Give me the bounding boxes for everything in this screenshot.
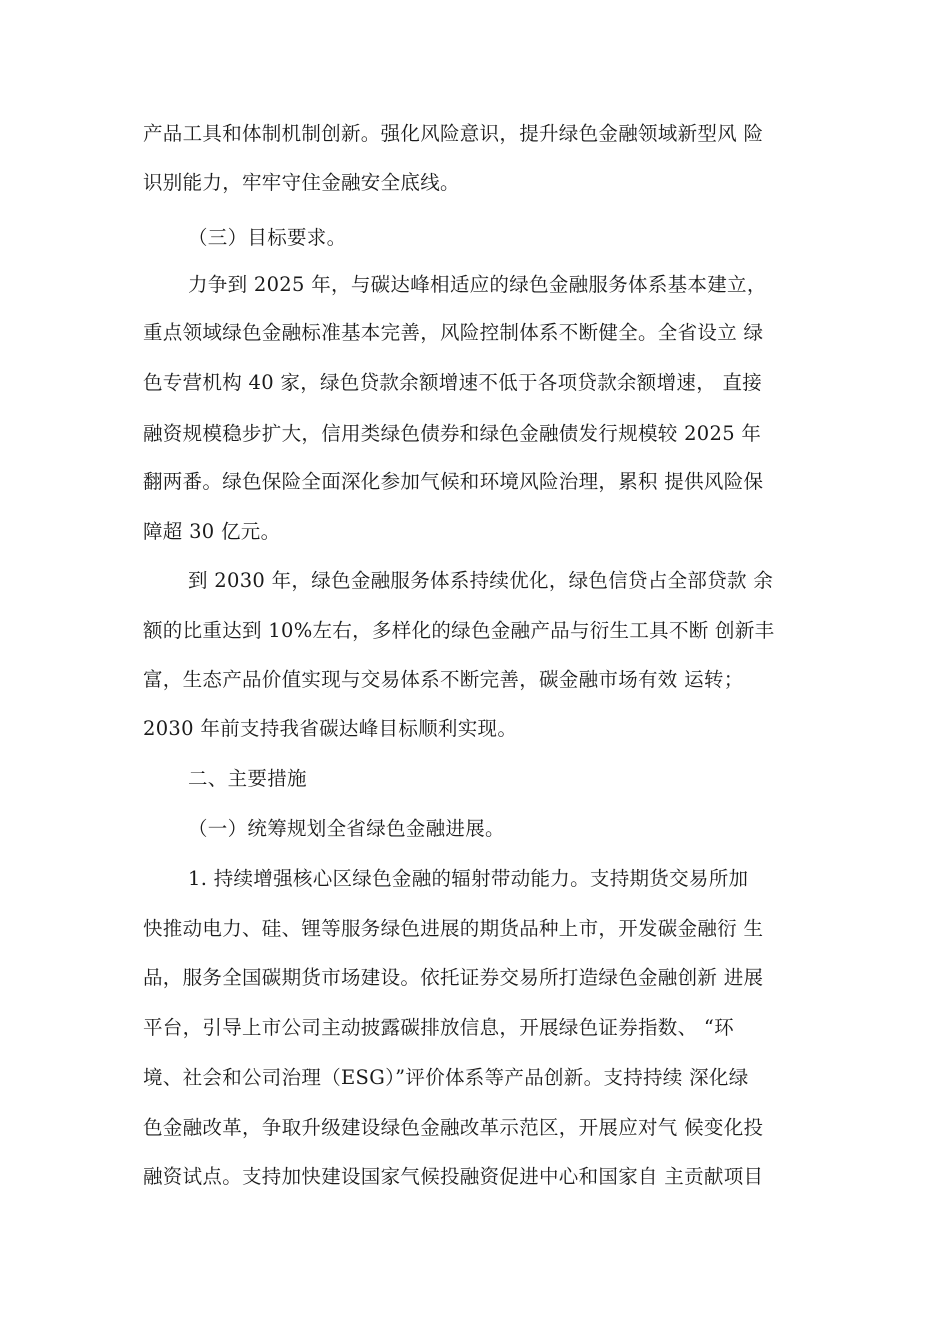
text-line: 翻两番。绿色保险全面深化参加气候和环境风险治理，累积 提供风险保 xyxy=(143,470,764,493)
text-line: 障超 30 亿元。 xyxy=(143,520,281,543)
text-line: 色专营机构 40 家，绿色贷款余额增速不低于各项贷款余额增速， 直接 xyxy=(143,371,763,394)
text-line: 富，生态产品价值实现与交易体系不断完善，碳金融市场有效 运转； xyxy=(143,668,744,691)
text-line: 色金融改革，争取升级建设绿色金融改革示范区，开展应对气 候变化投 xyxy=(143,1116,764,1139)
section-heading: 二、主要措施 xyxy=(188,767,307,790)
text-line: 融资试点。支持加快建设国家气候投融资促进中心和国家自 主贡献项目 xyxy=(143,1165,764,1188)
text-line: 1. 持续增强核心区绿色金融的辐射带动能力。支持期货交易所加 xyxy=(188,867,749,890)
text-line: 重点领域绿色金融标准基本完善，风险控制体系不断健全。全省设立 绿 xyxy=(143,321,764,344)
text-line: 到 2030 年，绿色金融服务体系持续优化，绿色信贷占全部贷款 余 xyxy=(188,569,774,592)
text-line: 品，服务全国碳期货市场建设。依托证券交易所打造绿色金融创新 进展 xyxy=(143,966,764,989)
section-heading: （三）目标要求。 xyxy=(188,226,347,249)
text-line: 产品工具和体制机制创新。强化风险意识，提升绿色金融领域新型风 险 xyxy=(143,122,764,145)
text-line: 额的比重达到 10%左右，多样化的绿色金融产品与衍生工具不断 创新丰 xyxy=(143,619,775,642)
text-line: 平台，引导上市公司主动披露碳排放信息，开展绿色证券指数、 “环 xyxy=(143,1016,734,1039)
text-line: 快推动电力、硅、锂等服务绿色进展的期货品种上市，开发碳金融衍 生 xyxy=(143,917,764,940)
text-line: 融资规模稳步扩大，信用类绿色债券和绿色金融债发行规模较 2025 年 xyxy=(143,422,762,445)
subsection-heading: （一）统筹规划全省绿色金融进展。 xyxy=(188,817,505,840)
text-line: 力争到 2025 年，与碳达峰相适应的绿色金融服务体系基本建立， xyxy=(188,273,767,296)
text-line: 2030 年前支持我省碳达峰目标顺利实现。 xyxy=(143,717,518,740)
text-line: 识别能力，牢牢守住金融安全底线。 xyxy=(143,171,460,194)
text-line: 境、社会和公司治理（ESG）”评价体系等产品创新。支持持续 深化绿 xyxy=(143,1066,749,1089)
